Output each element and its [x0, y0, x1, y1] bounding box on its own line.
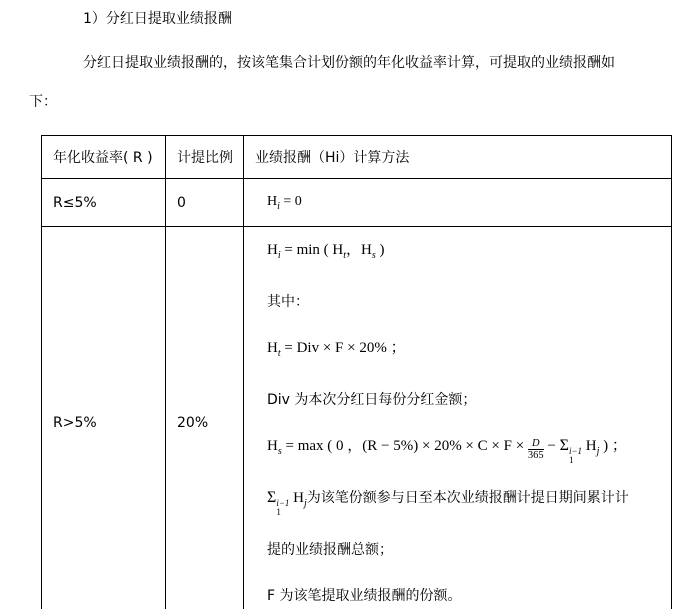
cell-rate-gt-5: R>5%: [42, 227, 166, 609]
section-title: 1）分红日提取业绩报酬: [83, 11, 232, 27]
summation-term: Σ i−1 1 $H_j$: [267, 489, 307, 517]
definition-div: Div 为本次分红日每份分红金额；: [267, 392, 477, 408]
cell-rate-le-5: R≤5%: [42, 179, 166, 227]
definition-sum-line2: 提的业绩报酬总额；: [267, 542, 393, 558]
label-among-which: 其中：: [267, 294, 309, 310]
table-row-r-gt-5: [42, 227, 672, 609]
header-calculation-method: 业绩报酬（Hi）计算方法: [244, 136, 672, 179]
formula-ht: $H_t$ = Div × F × 20% ；: [267, 340, 406, 359]
summation-symbol: Σ: [267, 489, 277, 506]
formula-hs-max: $H_s = \max$ ( 0 ，(R − 5%) × 20% × C × F × $\frac{D}{365}$ − Σ i−1 1 $H_j$ ) ；: [267, 437, 627, 465]
performance-fee-table: [41, 135, 672, 609]
fraction-d-over-365: $\frac{D}{365}$: [527, 438, 544, 461]
table-row-r-le-5: [42, 179, 672, 227]
cell-formula-details: [244, 227, 672, 609]
intro-paragraph-line2: 下：: [29, 94, 57, 110]
intro-paragraph-line1: 分红日提取业绩报酬的，按该笔集合计划份额的年化收益率计算，可提取的业绩报酬如: [83, 55, 615, 71]
summation-limits: i−1 1: [276, 498, 290, 517]
cell-formula-hi-zero: $H_i = 0$: [244, 179, 672, 227]
definition-f: F 为该笔提取业绩报酬的份额。: [267, 588, 462, 604]
summation-symbol: Σ: [559, 437, 569, 454]
header-accrual-ratio: 计提比例: [166, 136, 244, 179]
definition-sum-line1: Σ i−1 1 $H_j$为该笔份额参与日至本次业绩报酬计提日期间累计计: [267, 489, 629, 517]
formula-hi-min: $H_i = \min$ ( $H_t$，$H_s$ ): [267, 242, 385, 261]
header-annualized-return: 年化收益率( R ): [42, 136, 166, 179]
cell-ratio-0: 0: [166, 179, 244, 227]
cell-ratio-20: 20%: [166, 227, 244, 609]
summation-limits: i−1 1: [568, 446, 583, 465]
table-header-row: [42, 136, 672, 179]
